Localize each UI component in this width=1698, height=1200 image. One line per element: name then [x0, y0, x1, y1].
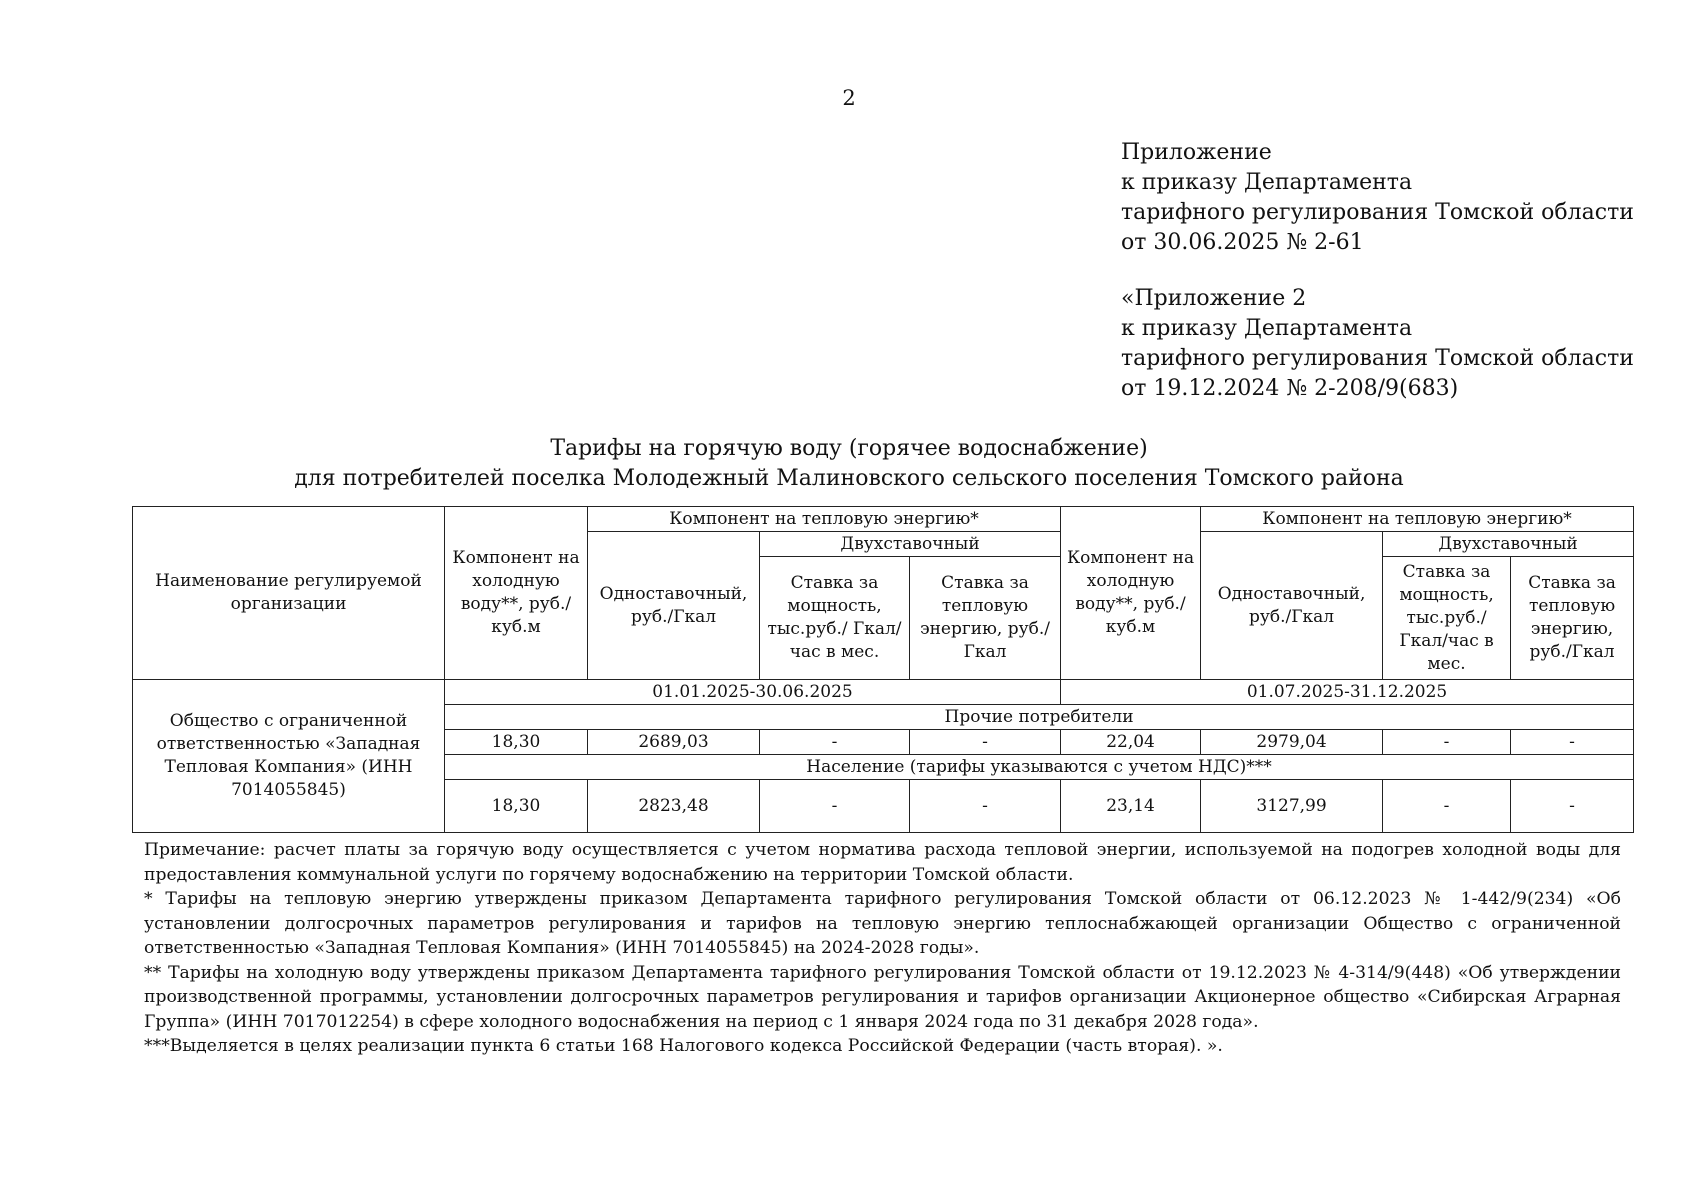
cell-other-p1-energy: - — [910, 730, 1061, 755]
note-main: Примечание: расчет платы за горячую воду осуществляется с учетом норматива расхода тепловой энергии, используемой на подогрев холодной воды для предоставления коммунальной услуги по горячему водоснабжению на территории Томской области. — [144, 840, 1621, 885]
footnotes — [144, 838, 1621, 1059]
tariff-table — [132, 506, 1634, 833]
document-title — [0, 434, 1698, 494]
header-two-rate-p2: Двухставочный — [1383, 532, 1634, 557]
header-single-rate-p1: Одноставочный, руб./Гкал — [588, 532, 760, 680]
footnote-vat: ***Выделяется в целях реализации пункта 6 статьи 168 Налогового кодекса Российской Федерации (часть вторая). ». — [144, 1036, 1223, 1056]
header-heat-component-p1: Компонент на тепловую энергию* — [588, 507, 1061, 532]
header-capacity-rate-p1: Ставка за мощность, тыс.руб./ Гкал/час в мес. — [760, 557, 910, 680]
cell-other-p2-single: 2979,04 — [1201, 730, 1383, 755]
appendix-line: к приказу Департамента — [1121, 170, 1413, 195]
cell-pop-p1-single: 2823,48 — [588, 780, 760, 833]
group-other-consumers: Прочие потребители — [445, 705, 1634, 730]
title-line-2: для потребителей поселка Молодежный Малиновского сельского поселения Томского района — [294, 466, 1404, 491]
appendix-line: к приказу Департамента — [1121, 316, 1413, 341]
period-1: 01.01.2025-30.06.2025 — [445, 680, 1061, 705]
cell-pop-p2-capacity: - — [1383, 780, 1511, 833]
header-two-rate-p1: Двухставочный — [760, 532, 1061, 557]
title-line-1: Тарифы на горячую воду (горячее водоснабжение) — [550, 436, 1148, 461]
header-heat-component-p2: Компонент на тепловую энергию* — [1201, 507, 1634, 532]
cell-pop-p1-capacity: - — [760, 780, 910, 833]
cell-pop-p2-single: 3127,99 — [1201, 780, 1383, 833]
cell-other-p1-single: 2689,03 — [588, 730, 760, 755]
cell-other-p1-cold: 18,30 — [445, 730, 588, 755]
appendix-header-current — [1121, 138, 1681, 258]
cell-pop-p2-energy: - — [1511, 780, 1634, 833]
header-capacity-rate-p2: Ставка за мощность, тыс.руб./ Гкал/час в мес. — [1383, 557, 1511, 680]
organization-name: Общество с ограниченной ответственностью «Западная Тепловая Компания» (ИНН 7014055845) — [133, 680, 445, 833]
group-population: Население (тарифы указываются с учетом НДС)*** — [445, 755, 1634, 780]
cell-other-p2-energy: - — [1511, 730, 1634, 755]
header-single-rate-p2: Одноставочный, руб./Гкал — [1201, 532, 1383, 680]
cell-other-p2-cold: 22,04 — [1061, 730, 1201, 755]
cell-pop-p1-energy: - — [910, 780, 1061, 833]
cell-other-p2-capacity: - — [1383, 730, 1511, 755]
cell-pop-p2-cold: 23,14 — [1061, 780, 1201, 833]
header-energy-rate-p2: Ставка за тепловую энергию, руб./Гкал — [1511, 557, 1634, 680]
header-org-name: Наименование регулируемой организации — [133, 507, 445, 680]
page-number: 2 — [842, 86, 856, 110]
header-cold-water-p1: Компонент на холодную воду**, руб./куб.м — [445, 507, 588, 680]
appendix-header-original — [1121, 284, 1681, 404]
period-2: 01.07.2025-31.12.2025 — [1061, 680, 1634, 705]
appendix-line: тарифного регулирования Томской области — [1121, 346, 1634, 371]
cell-pop-p1-cold: 18,30 — [445, 780, 588, 833]
cell-other-p1-capacity: - — [760, 730, 910, 755]
header-energy-rate-p1: Ставка за тепловую энергию, руб./Гкал — [910, 557, 1061, 680]
appendix-line: от 30.06.2025 № 2-61 — [1121, 230, 1364, 255]
footnote-cold-water: ** Тарифы на холодную воду утверждены приказом Департамента тарифного регулирования Томской области от 19.12.2023 № 4-314/9(448) «Об утверждении производственной программы, установлении долгосрочных параметров регулирования и тарифов организации Акционерное общество «Сибирская Аграрная Группа» (ИНН 7017012254) в сфере холодного водоснабжения на период с 1 января 2024 года по 31 декабря 2028 года». — [144, 962, 1621, 1032]
appendix-line: Приложение — [1121, 140, 1272, 165]
header-cold-water-p2: Компонент на холодную воду**, руб./куб.м — [1061, 507, 1201, 680]
appendix-line: «Приложение 2 — [1121, 286, 1307, 311]
appendix-line: тарифного регулирования Томской области — [1121, 200, 1634, 225]
footnote-heat: * Тарифы на тепловую энергию утверждены приказом Департамента тарифного регулирования Томской области от 06.12.2023 № 1-442/9(234) «Об установлении долгосрочных параметров регулирования и тарифов на тепловую энергию теплоснабжающей организации Общество с ограниченной ответственностью «Западная Тепловая Компания» (ИНН 7014055845) на 2024-2028 годы». — [144, 889, 1621, 958]
appendix-line: от 19.12.2024 № 2-208/9(683) — [1121, 376, 1459, 401]
